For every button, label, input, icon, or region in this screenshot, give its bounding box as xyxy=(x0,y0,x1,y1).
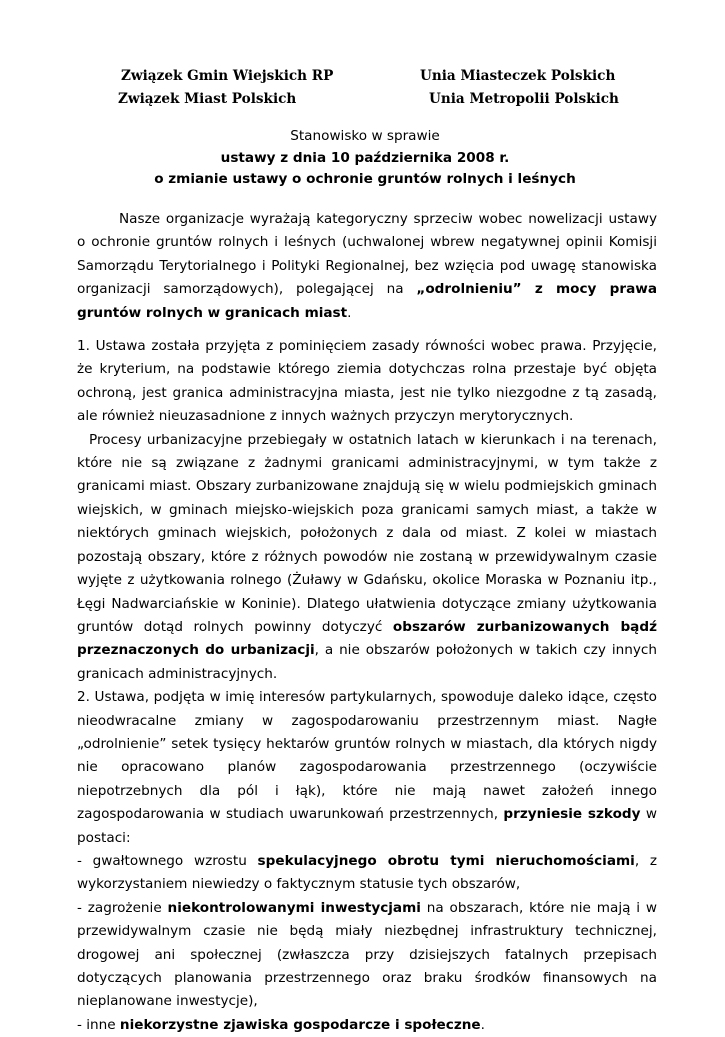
paragraph-urbanization xyxy=(77,429,657,686)
list-item-emphasis: spekulacyjnego obrotu tymi nieruchomościami xyxy=(257,852,635,869)
document-title xyxy=(60,126,670,191)
title-line-2: ustawy z dnia 10 października 2008 r. xyxy=(220,149,510,166)
list-item-text: - inne xyxy=(77,1016,120,1033)
list-item-emphasis: niekorzystne zjawiska gospodarcze i społeczne xyxy=(119,1016,481,1033)
list-item xyxy=(77,897,657,1014)
paragraph-text: Procesy urbanizacyjne przebiegały w ostatnich latach w kierunkach i na terenach, które nie są związane z żadnymi granicami administracyjnymi, w tym także z granicami miast. Obszary zurbanizowane znajdują się w wielu podmiejskich gminach wiejskich, w gminach miejsko-wiejskich poza granicami samych miast, a także w niektórych gminach wiejskich, położonych z dala od miast. Z kolei w miastach pozostają obszary, które z różnych powodów nie zostaną w przewidywalnym czasie wyjęte z użytkowania rolnego (Żuławy w Gdańsku, okolice Moraska w Poznaniu itp., Łęgi Nadwarciańskie w Koninie). Dlatego ułatwienia dotyczące zmiany użytkowania gruntów dotąd rolnych powinny dotyczyć xyxy=(77,431,657,635)
paragraph-point-2 xyxy=(77,686,657,850)
paragraph-emphasis: obszarów zurbanizowanych bądź przeznaczonych do urbanizacji xyxy=(77,618,657,659)
paragraph-intro xyxy=(77,208,657,325)
paragraph-text: Nasze organizacje wyrażają kategoryczny sprzeciw wobec nowelizacji ustawy o ochronie gruntów rolnych i leśnych (uchwalonej wbrew negatywnej opinii Komisji Samorządu Terytorialnego i Polityki Regionalnej, bez wzięcia pod uwagę stanowiska organizacji samorządowych), polegającej na xyxy=(77,211,657,298)
paragraph-emphasis: „odrolnieniu” z mocy prawa gruntów rolnych w granicach miast xyxy=(77,281,657,321)
list-item-text-end: . xyxy=(480,1016,485,1033)
list-item-text: - zagrożenie xyxy=(77,899,168,916)
org-name-unia-metropolii: Unia Metropolii Polskich xyxy=(429,91,619,107)
paragraph-end: , a nie obszarów położonych w takich czy innych granicach administracyjnych. xyxy=(77,642,657,682)
title-line-3: o zmianie ustawy o ochronie gruntów rolnych i leśnych xyxy=(154,171,576,187)
document-body xyxy=(77,208,657,1037)
title-line-1: Stanowisko w sprawie xyxy=(290,128,440,144)
org-name-zmp: Związek Miast Polskich xyxy=(118,91,297,107)
paragraph-point-1 xyxy=(77,335,657,429)
list-item-text-end: na obszarach, które nie mają i w przewidywalnym czasie nie będą miały niezbędnej infrastruktury technicznej, drogowej ani społecznej (zwłaszcza przy dzisiejszych fatalnych przepisach dotyczących planowania przestrzennego oraz braku środków finansowych na nieplanowane inwestycje), xyxy=(77,899,657,1010)
list-item-emphasis: niekontrolowanymi inwestycjami xyxy=(167,899,421,916)
list-item xyxy=(77,1014,657,1037)
list-item-text-end: , z wykorzystaniem niewiedzy o faktycznym statusie tych obszarów, xyxy=(77,852,658,893)
paragraph-text: 1. Ustawa została przyjęta z pominięciem zasady równości wobec prawa. Przyjęcie, że kryterium, na podstawie którego ziemia dotychczas rolna przestaje być objęta ochroną, jest granica administracyjna miasta, jest nie tylko niezgodne z tą zasadą, ale również nieuzasadnione z innych ważnych przyczyn merytorycznych. xyxy=(77,338,657,425)
list-item-text: - gwałtownego wzrostu xyxy=(77,852,258,869)
paragraph-text: 2. Ustawa, podjęta w imię interesów partykularnych, spowoduje daleko idące, często nieodwracalne zmiany w zagospodarowaniu przestrzennym miast. Nagłe „odrolnienie” setek tysięcy hektarów gruntów rolnych w miastach, dla których nigdy nie opracowano planów zagospodarowania przestrzennego (oczywiście niepotrzebnych dla pól i łąk), które nie mają nawet założeń innego zagospodarowania w studiach uwarunkowań przestrzennych, xyxy=(77,689,657,823)
org-name-zgw-rp: Związek Gmin Wiejskich RP xyxy=(121,68,334,84)
paragraph-end: . xyxy=(347,304,352,321)
org-name-ump: Unia Miasteczek Polskich xyxy=(420,68,616,84)
paragraph-end: w postaci: xyxy=(77,806,657,846)
list-item xyxy=(77,850,657,897)
paragraph-emphasis: przyniesie szkody xyxy=(503,806,641,823)
